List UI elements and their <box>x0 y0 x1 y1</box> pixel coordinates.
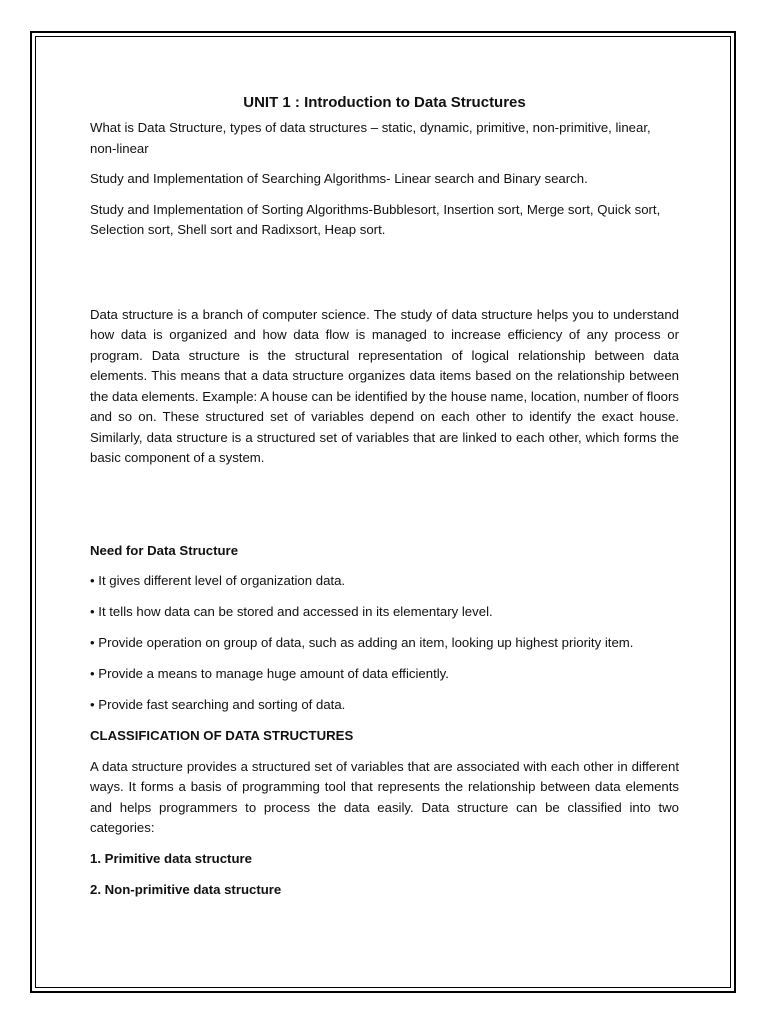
need-bullet: • Provide operation on group of data, such as adding an item, looking up highest priority item. <box>90 635 634 650</box>
document-title: UNIT 1 : Introduction to Data Structures <box>243 94 526 111</box>
need-heading: Need for Data Structure <box>90 542 239 558</box>
spacer <box>90 251 679 305</box>
need-bullet: • Provide a means to manage huge amount of data efficiently. <box>90 666 449 681</box>
need-bullet: • Provide fast searching and sorting of data. <box>90 697 346 712</box>
topic-item: Study and Implementation of Sorting Algorithms-Bubblesort, Insertion sort, Merge sort, Quick sort, Selection sort, Shell sort and Radixsort, Heap sort. <box>90 201 661 237</box>
document-body <box>90 92 679 911</box>
intro-paragraph: Data structure is a branch of computer science. The study of data structure helps you to understand how data is organized and how data flow is managed to increase efficiency of any process or program. Data structure is the structural representation of logical relationship between data elements. This means that a data structure organizes data items based on the relationship between the data elements. Example: A house can be identified by the house name, location, number of floors and so on. These structured set of variables depend on each other to identify the exact house. Similarly, data structure is a structured set of variables that are linked to each other, which forms the basic component of a system. <box>90 306 679 465</box>
classification-heading: CLASSIFICATION OF DATA STRUCTURES <box>90 728 354 743</box>
topic-item: Study and Implementation of Searching Algorithms- Linear search and Binary search. <box>90 171 588 186</box>
classification-paragraph: A data structure provides a structured set of variables that are associated with each other in different ways. It forms a basis of programming tool that represents the relationship between data elements and helps programmers to process the data easily. Data structure can be classified into two categories: <box>90 758 679 835</box>
category-item: 1. Primitive data structure <box>90 851 252 866</box>
need-bullet: • It gives different level of organization data. <box>90 573 346 588</box>
topic-item: What is Data Structure, types of data structures – static, dynamic, primitive, non-primitive, linear, non-linear <box>90 120 651 156</box>
category-item: 2. Non-primitive data structure <box>90 882 282 897</box>
need-bullet: • It tells how data can be stored and accessed in its elementary level. <box>90 604 493 619</box>
spacer <box>90 469 679 541</box>
